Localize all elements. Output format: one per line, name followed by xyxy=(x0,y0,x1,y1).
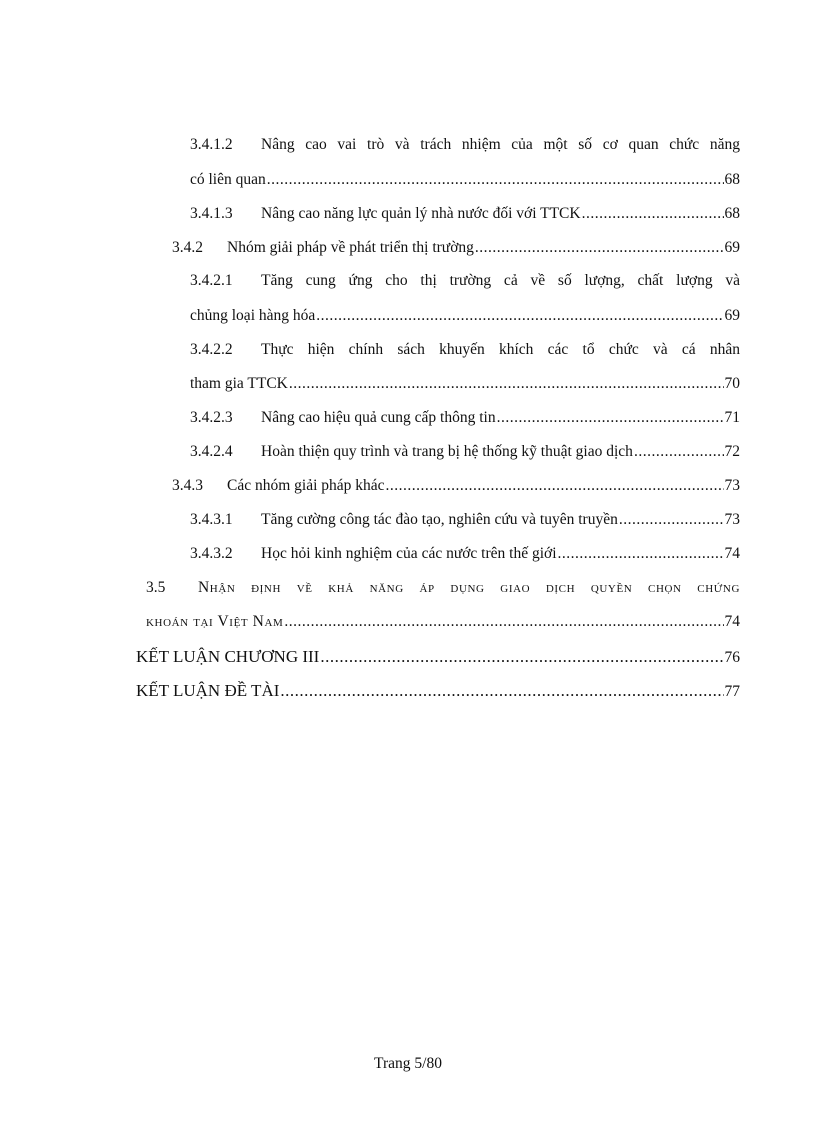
dot-leader xyxy=(582,204,724,224)
toc-title: Hoàn thiện quy trình và trang bị hệ thống kỹ thuật giao dịch xyxy=(261,443,633,460)
toc-entry-3-4-3-1[interactable] xyxy=(190,510,740,530)
toc-title: KẾT LUẬN ĐỀ TÀI xyxy=(136,681,280,700)
toc-title: Học hỏi kinh nghiệm của các nước trên thế giới xyxy=(261,545,557,562)
toc-entry-3-4-2[interactable] xyxy=(172,238,740,258)
toc-page-number: 68 xyxy=(724,171,740,188)
page-footer: Trang 5/80 xyxy=(374,1055,442,1072)
toc-title: KẾT LUẬN CHƯƠNG III xyxy=(136,647,320,666)
toc-title: Nhóm giải pháp về phát triển thị trường xyxy=(227,239,474,256)
toc-entry-3-4-2-1-line2[interactable] xyxy=(190,306,740,326)
toc-number: 3.5 xyxy=(146,579,166,596)
toc-title: khoán tại Việt Nam xyxy=(146,613,284,630)
toc-title: Nâng cao vai trò và trách nhiệm của một số cơ quan chức năng xyxy=(261,136,740,153)
toc-entry-3-4-1-3[interactable] xyxy=(190,204,740,224)
toc-title: có liên quan xyxy=(190,171,266,188)
dot-leader xyxy=(497,408,724,428)
toc-number: 3.4.2.4 xyxy=(190,443,233,460)
toc-entry-3-5-line1 xyxy=(146,578,740,598)
toc-number: 3.4.2 xyxy=(172,239,203,256)
toc-entry-3-4-2-4[interactable] xyxy=(190,442,740,462)
toc-number: 3.4.3 xyxy=(172,477,203,494)
dot-leader xyxy=(634,442,724,462)
toc-entry-3-4-2-3[interactable] xyxy=(190,408,740,428)
toc-page-number: 70 xyxy=(724,375,740,392)
toc-entry-ket-luan-de-tai[interactable] xyxy=(136,681,740,702)
toc-entry-3-5-line2[interactable] xyxy=(146,612,740,632)
toc-title: Nhận định về khả năng áp dụng giao dịch quyền chọn chứng xyxy=(198,579,740,596)
toc-page-number: 77 xyxy=(724,683,740,700)
toc-entry-3-4-2-1-line1 xyxy=(190,271,740,291)
dot-leader xyxy=(316,306,723,326)
toc-title: Các nhóm giải pháp khác xyxy=(227,477,385,494)
toc-page-number: 74 xyxy=(724,613,740,630)
toc-entry-3-4-2-2-line2[interactable] xyxy=(190,374,740,394)
dot-leader xyxy=(619,510,724,530)
dot-leader xyxy=(284,612,723,632)
toc-title: Thực hiện chính sách khuyến khích các tổ chức và cá nhân xyxy=(261,341,740,358)
dot-leader xyxy=(558,544,724,564)
toc-entry-3-4-1-2-line2[interactable] xyxy=(190,170,740,190)
toc-number: 3.4.3.2 xyxy=(190,545,233,562)
toc-page-number: 69 xyxy=(724,239,740,256)
toc-number: 3.4.2.2 xyxy=(190,341,233,358)
toc-number: 3.4.3.1 xyxy=(190,511,233,528)
toc-page-number: 72 xyxy=(724,443,740,460)
toc-entry-3-4-3[interactable] xyxy=(172,476,740,496)
toc-page-number: 73 xyxy=(724,511,740,528)
toc-page-number: 73 xyxy=(724,477,740,494)
toc-entry-3-4-1-2-line1 xyxy=(190,135,740,155)
dot-leader xyxy=(289,374,724,394)
toc-entry-ket-luan-chuong-iii[interactable] xyxy=(136,647,740,668)
toc-page-number: 71 xyxy=(724,409,740,426)
toc-page-number: 74 xyxy=(724,545,740,562)
toc-page-number: 76 xyxy=(724,649,740,666)
dot-leader xyxy=(475,238,724,258)
toc-title: Nâng cao năng lực quản lý nhà nước đối với TTCK xyxy=(261,205,581,222)
toc-entry-3-4-3-2[interactable] xyxy=(190,544,740,564)
toc-title: tham gia TTCK xyxy=(190,375,288,392)
toc-page-number: 69 xyxy=(724,307,740,324)
dot-leader xyxy=(320,647,723,667)
toc-title: chủng loại hàng hóa xyxy=(190,307,316,324)
toc-number: 3.4.2.1 xyxy=(190,272,233,289)
toc-number: 3.4.2.3 xyxy=(190,409,233,426)
dot-leader xyxy=(267,170,724,190)
toc-title: Tăng cường công tác đào tạo, nghiên cứu và tuyên truyền xyxy=(261,511,618,528)
toc-page-number: 68 xyxy=(724,205,740,222)
toc-number: 3.4.1.3 xyxy=(190,205,233,222)
toc-entry-3-4-2-2-line1 xyxy=(190,340,740,360)
dot-leader xyxy=(386,476,724,496)
toc-number: 3.4.1.2 xyxy=(190,136,233,153)
toc-title: Tăng cung ứng cho thị trường cả về số lượng, chất lượng và xyxy=(261,272,740,289)
toc-title: Nâng cao hiệu quả cung cấp thông tin xyxy=(261,409,496,426)
dot-leader xyxy=(280,681,723,701)
